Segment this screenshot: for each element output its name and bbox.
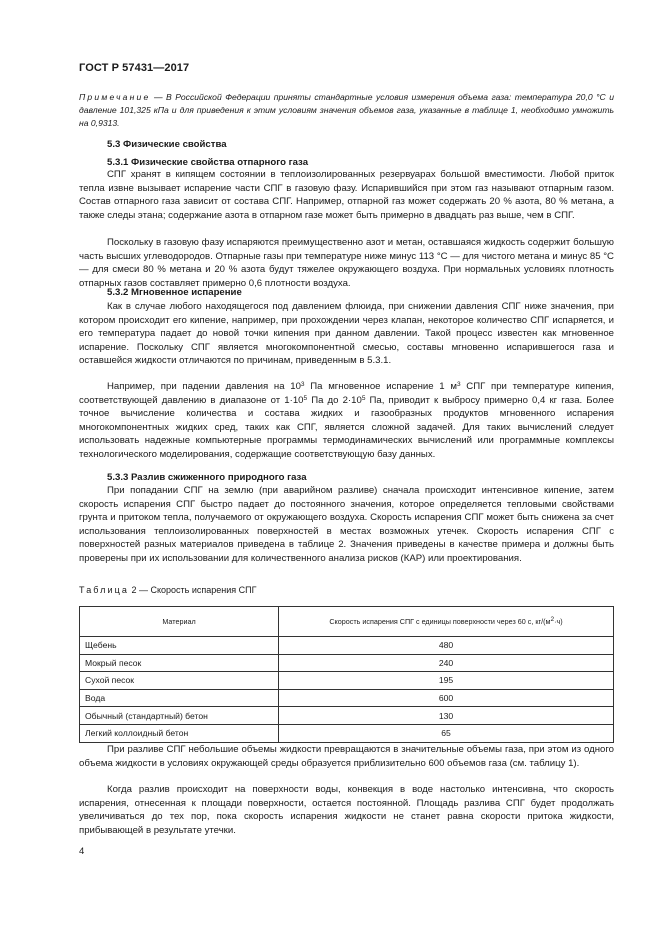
note-label: Примечание [79,92,151,102]
table-cell-material: Сухой песок [80,672,279,690]
table-row [80,637,614,655]
section-heading-5-3: 5.3 Физические свойства [107,139,227,150]
page-number: 4 [79,846,85,857]
table-cell-material: Щебень [80,637,279,655]
table-header-rate: Скорость испарения СПГ с единицы поверхности через 60 с, $кг/(м^2\cdot ч)$ [279,607,614,637]
table-cell-material: Мокрый песок [80,654,279,672]
table-row [80,672,614,690]
table-header-material: Материал [80,607,279,637]
table-cell-rate: 240 [279,654,614,672]
paragraph-water-spill: Когда разлив происходит на поверхности воды, конвекция в воде настолько интенсивна, что скорость испарения, отнесенная к площади поверхности, остается постоянной. Площадь разлива СПГ будет продолжать увеличиваться до тех пор, пока скорость испарения жидкости не станет равна скорости притока жидкости, прибывающей в результате утечки. [79,784,614,836]
note-paragraph [79,91,614,129]
paragraph-boiloff-gas: СПГ хранят в кипящем состоянии в теплоизолированных резервуарах большой вместимости. Любой приток тепла извне вызывает испарение части СПГ в газовую фазу. Испарившийся при этом газ называют отпарным газом. Состав отпарного газа зависит от состава СПГ. Например, отпарной газ может содержать 20 % азота, 80 % метана, а также следы этана; содержание азота в отпарном газе может быть примерно в двадцать раз выше, чем в СПГ. [79,169,614,221]
paragraph-flash-evaporation: Как в случае любого находящегося под давлением флюида, при снижении давления СПГ ниже значения, при котором происходит его кипение, например, при прохождении через клапан, некоторое количество СПГ испаряется, и его температура падает до новой точки кипения при данном давлении. Такой процесс известен как мгновенное испарение. Поскольку СПГ является многокомпонентной смесью, составы мгновенно испарившегося газа и оставшейся жидкости отличаются по причинам, приведенным в 5.3.1. [79,301,614,367]
table-cell-material: Обычный (стандартный) бетон [80,707,279,725]
table-row [80,654,614,672]
section-heading-5-3-3: 5.3.3 Разлив сжиженного природного газа [107,472,307,483]
table-header-row [80,607,614,637]
table-cell-material: Легкий коллоидный бетон [80,724,279,742]
table-cell-rate: 130 [279,707,614,725]
table-row [80,707,614,725]
table-cell-rate: 195 [279,672,614,690]
table-caption [79,585,257,595]
table-cell-material: Вода [80,689,279,707]
paragraph-lng-spill: При попадании СПГ на землю (при аварийном разливе) сначала происходит интенсивное кипение, затем скорость испарения СПГ быстро падает до постоянного значения, которое определяется тепловыми свойствами грунта и притоком тепла, получаемого от окружающего воздуха. Скорость испарения СПГ может быть снижена за счет использования теплоизолированных поверхностей в местах возможных утечек. Скорость испарения СПГ с поверхностей разных материалов приведена в таблице 2. Значения приведены в качестве примера и должны быть проверены при их использовании для количественного анализа рисков (КАР) или проектирования. [79,485,614,564]
table-cell-rate: 600 [279,689,614,707]
note-text: — В Российской Федерации приняты стандартные условия измерения объема газа: температура 20,0 °С и давление 101,325 кПа и для приведения к этим условиям значения объемов газа, указанные в таблице 1, необходимо умножить на 0,9313. [79,92,614,128]
paragraph-flash-example: Например, при падении давления на $10^3$ Па мгновенное испарение 1 $м^3$ СПГ при температуре кипения, соответствующей давлению в диапазоне от $1\cdot 10^5$ Па до $2\cdot 10^5$ Па, приводит к выбросу примерно 0,4 кг газа. Более точное вычисление количества и состава жидких и газообразных продуктов мгновенного испарения многокомпонентных жидких сред, таких как СПГ, является сложной задачей. Для таких вычислений следует использовать надежные компьютерные программы термодинамических вычислений или программные комплексы технологического моделирования, содержащие соответствующую базу данных. [79,381,614,460]
document-header: ГОСТ Р 57431—2017 [79,62,190,74]
table-row [80,689,614,707]
table-cell-rate: 65 [279,724,614,742]
table-cell-rate: 480 [279,637,614,655]
section-heading-5-3-1: 5.3.1 Физические свойства отпарного газа [107,157,309,168]
section-heading-5-3-2: 5.3.2 Мгновенное испарение [107,287,242,298]
table-row [80,724,614,742]
table-caption-label: Таблица [79,585,129,595]
table-caption-title: 2 — Скорость испарения СПГ [129,585,257,595]
evaporation-rate-table [79,606,614,743]
paragraph-gas-expansion: При разливе СПГ небольшие объемы жидкости превращаются в значительные объемы газа, при этом из одного объема жидкости в условиях окружающей среды образуется приблизительно 600 объемов газа (см. таблицу 1). [79,744,614,769]
paragraph-boiloff-density: Поскольку в газовую фазу испаряются преимущественно азот и метан, оставшаяся жидкость содержит большую часть высших углеводородов. Отпарные газы при температуре ниже минус 113 °С — для чистого метана и минус 85 °С — для смеси 80 % метана и 20 % азота будут тяжелее окружающего воздуха. При нормальных условиях плотность отпарных газов составляет примерно 0,6 плотности воздуха. [79,237,614,289]
